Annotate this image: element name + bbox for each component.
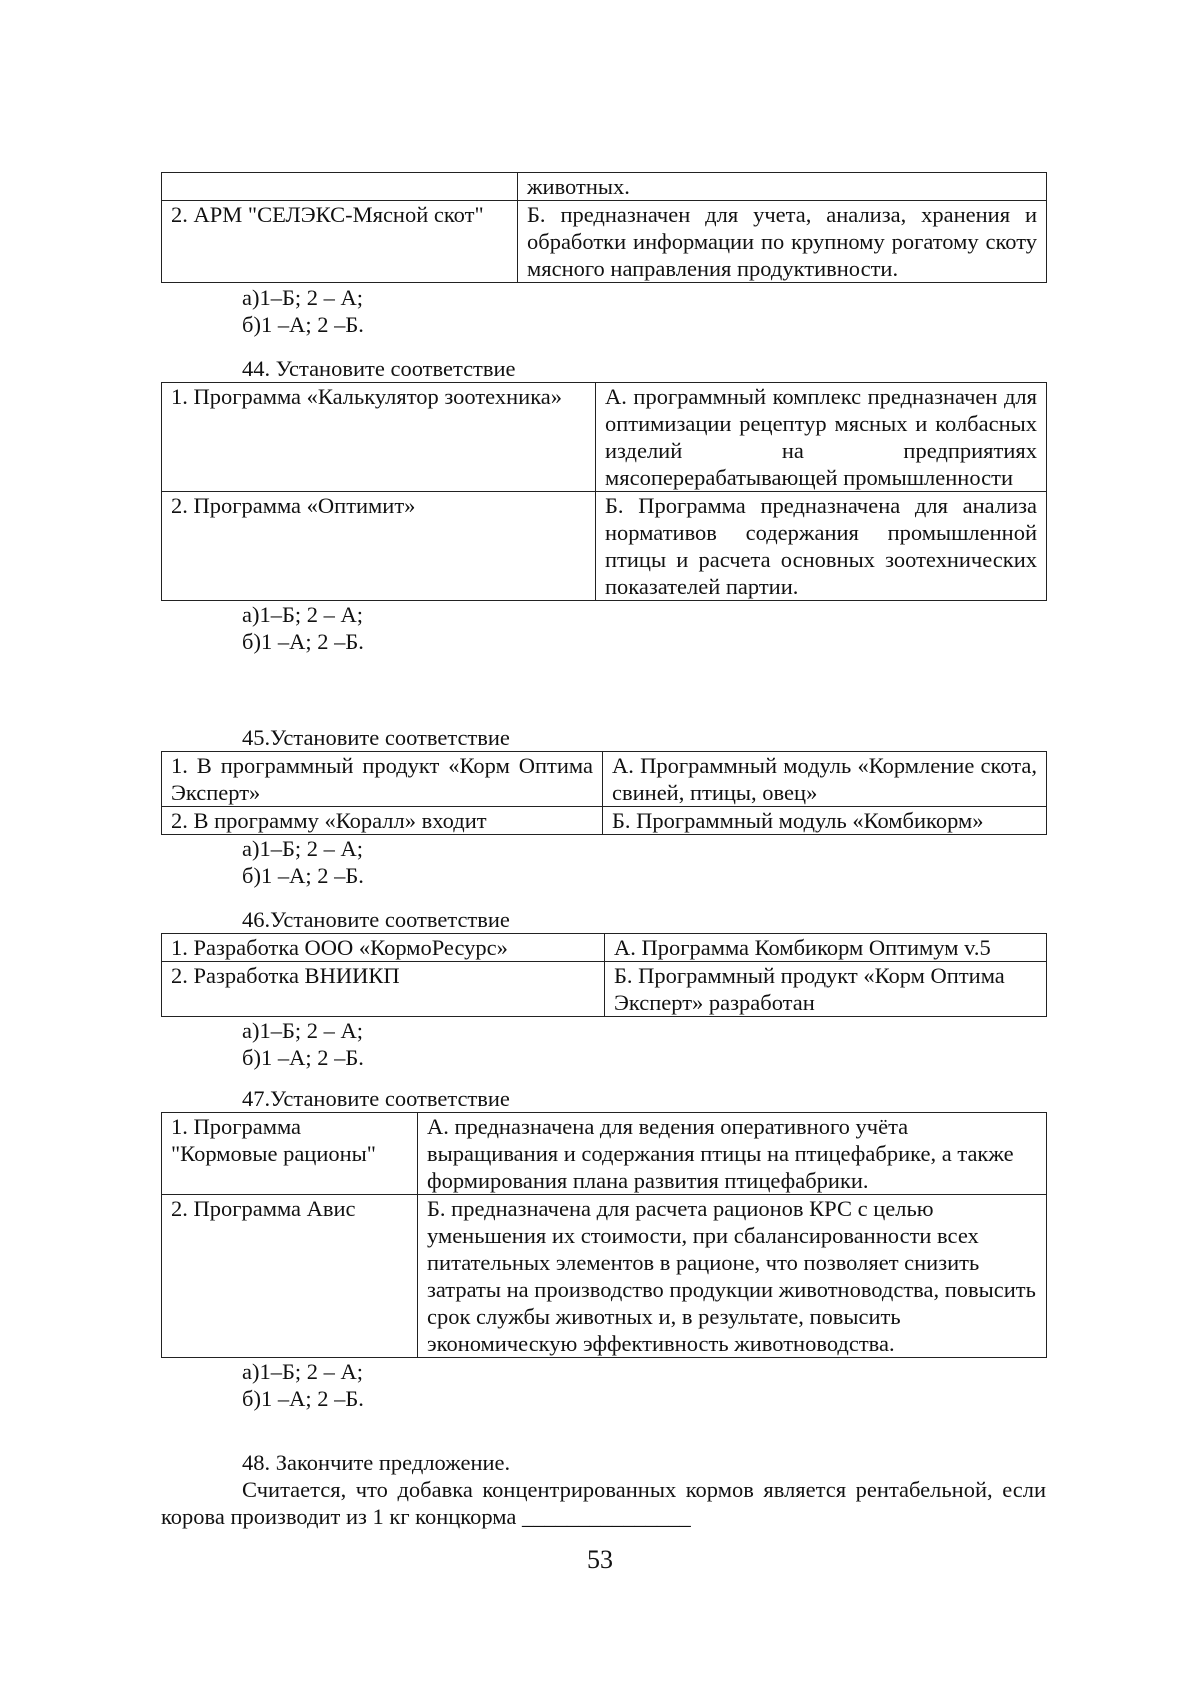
table-cell: животных. [518,173,1047,201]
q43-block [161,172,1046,338]
page-number: 53 [0,1546,1200,1573]
q45-table [161,751,1047,835]
table-cell: 1. Программа "Кормовые рационы" [162,1113,418,1195]
q44-block [161,355,1046,655]
table-cell: 1. В программный продукт «Корм Оптима Эксперт» [162,752,603,807]
answer-option-b: б)1 –А; 2 –Б. [242,628,1046,655]
question-title: 46.Установите соответствие [242,906,1046,933]
table-cell: Б. Программный модуль «Комбикорм» [603,807,1047,835]
q45-block [161,724,1046,889]
question-title: 48. Закончите предложение. [242,1449,1046,1476]
answer-option-a: а)1–Б; 2 – А; [242,1358,1046,1385]
q48-block [161,1449,1046,1530]
table-row [162,934,1047,962]
table-cell: А. Программа Комбикорм Оптимум v.5 [605,934,1047,962]
q47-table [161,1112,1047,1358]
table-row [162,1195,1047,1358]
table-row [162,173,1047,201]
table-row [162,492,1047,601]
table-cell: А. программный комплекс предназначен для оптимизации рецептур мясных и колбасных изделий на предприятиях мясоперерабатывающей промышленности [596,383,1047,492]
table-cell: Б. Программа предназначена для анализа нормативов содержания промышленной птицы и расчета основных зоотехнических показателей партии. [596,492,1047,601]
question-title: 45.Установите соответствие [242,724,1046,751]
table-cell: 2. В программу «Коралл» входит [162,807,603,835]
table-cell: 2. АРМ "СЕЛЭКС-Мясной скот" [162,201,518,283]
answer-option-a: а)1–Б; 2 – А; [242,601,1046,628]
answer-option-a: а)1–Б; 2 – А; [242,284,1046,311]
q44-table [161,382,1047,601]
answer-option-b: б)1 –А; 2 –Б. [242,1385,1046,1412]
table-row [162,962,1047,1017]
table-row [162,383,1047,492]
table-row [162,201,1047,283]
table-row [162,1113,1047,1195]
table-cell: А. Программный модуль «Кормление скота, свиней, птицы, овец» [603,752,1047,807]
table-cell: 2. Программа Авис [162,1195,418,1358]
table-cell: Б. Программный продукт «Корм Оптима Эксперт» разработан [605,962,1047,1017]
q43-table [161,172,1047,283]
question-title: 44. Установите соответствие [242,355,1046,382]
answer-option-a: а)1–Б; 2 – А; [242,1017,1046,1044]
table-cell: Б. предназначен для учета, анализа, хранения и обработки информации по крупному рогатому скоту мясного направления продуктивности. [518,201,1047,283]
answer-option-b: б)1 –А; 2 –Б. [242,862,1046,889]
table-cell: А. предназначена для ведения оперативного учёта выращивания и содержания птицы на птицефабрике, а также формирования плана развития птицефабрики. [418,1113,1047,1195]
q47-block [161,1085,1046,1412]
table-cell: Б. предназначена для расчета рационов КРС с целью уменьшения их стоимости, при сбалансированности всех питательных элементов в рационе, что позволяет снизить затраты на производство продукции животноводства, повысить срок службы животных и, в результате, повысить экономическую эффективность животноводства. [418,1195,1047,1358]
table-cell: 1. Разработка ООО «КормоРесурс» [162,934,605,962]
table-row [162,807,1047,835]
table-cell: 2. Разработка ВНИИКП [162,962,605,1017]
table-cell: 2. Программа «Оптимит» [162,492,596,601]
table-cell [162,173,518,201]
answer-option-a: а)1–Б; 2 – А; [242,835,1046,862]
q46-table [161,933,1047,1017]
question-text: Считается, что добавка концентрированных кормов является рентабельной, если корова производит из 1 кг концкорма _______________ [161,1476,1046,1530]
answer-option-b: б)1 –А; 2 –Б. [242,1044,1046,1071]
table-cell: 1. Программа «Калькулятор зоотехника» [162,383,596,492]
table-row [162,752,1047,807]
question-title: 47.Установите соответствие [242,1085,1046,1112]
q46-block [161,906,1046,1071]
answer-option-b: б)1 –А; 2 –Б. [242,311,1046,338]
